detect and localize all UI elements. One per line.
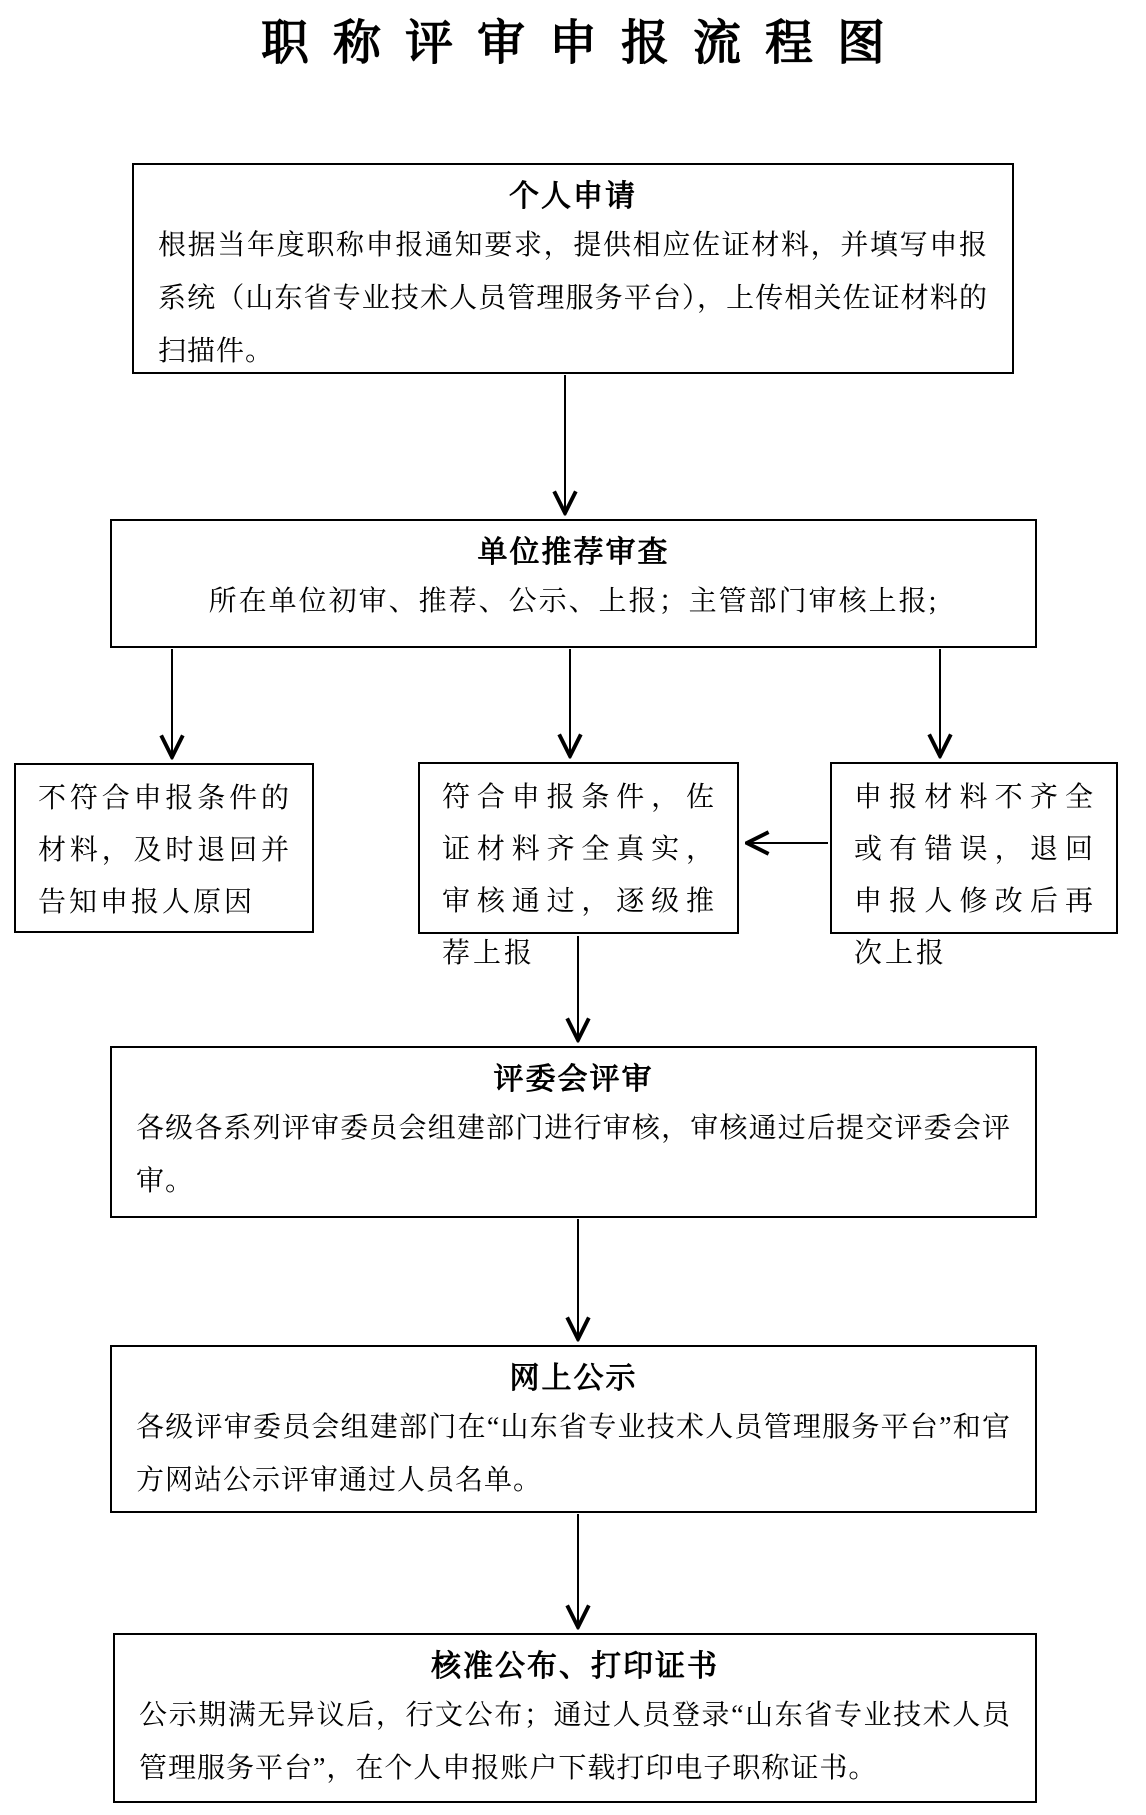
branch-body-pass-conditions: 符合申报条件，佐证材料齐全真实，审核通过，逐级推荐上报 [442,782,717,969]
step-body-unit-recommendation: 所在单位初审、推荐、公示、上报；主管部门审核上报; [208,586,939,617]
step-box-unit-recommendation [110,519,1037,648]
step-title-personal-application: 个人申请 [509,180,637,213]
step-box-personal-application [132,163,1014,374]
step-box-online-publicity [110,1345,1037,1513]
step-box-committee-review [110,1046,1037,1218]
branch-body-incomplete-materials: 申报材料不齐全或有错误，退回申报人修改后再次上报 [854,782,1096,969]
page-title: 职称评审申报流程图 [260,17,909,70]
branch-box-incomplete-materials [830,762,1118,969]
step-body-online-publicity: 各级评审委员会组建部门在“山东省专业技术人员管理服务平台”和官方网站公示评审通过人员名单。 [136,1412,1011,1496]
step-title-online-publicity: 网上公示 [509,1362,638,1395]
step-body-committee-review: 各级各系列评审委员会组建部门进行审核，审核通过后提交评委会评审。 [136,1113,1011,1197]
branch-box-pass-conditions [418,762,739,969]
step-body-personal-application: 根据当年度职称申报通知要求，提供相应佐证材料，并填写申报系统（山东省专业技术人员管理服务平台），上传相关佐证材料的扫描件。 [158,230,988,367]
step-box-approval-certificate [113,1633,1037,1803]
step-title-unit-recommendation: 单位推荐审查 [477,536,670,569]
branch-box-reject-materials [14,763,314,933]
step-body-approval-certificate: 公示期满无异议后，行文公布；通过人员登录“山东省专业技术人员管理服务平台”，在个人申报账户下载打印电子职称证书。 [139,1700,1011,1784]
step-title-approval-certificate: 核准公布、打印证书 [431,1650,719,1683]
step-title-committee-review: 评委会评审 [493,1063,654,1096]
branch-body-reject-materials: 不符合申报条件的材料，及时退回并告知申报人原因 [38,783,292,918]
